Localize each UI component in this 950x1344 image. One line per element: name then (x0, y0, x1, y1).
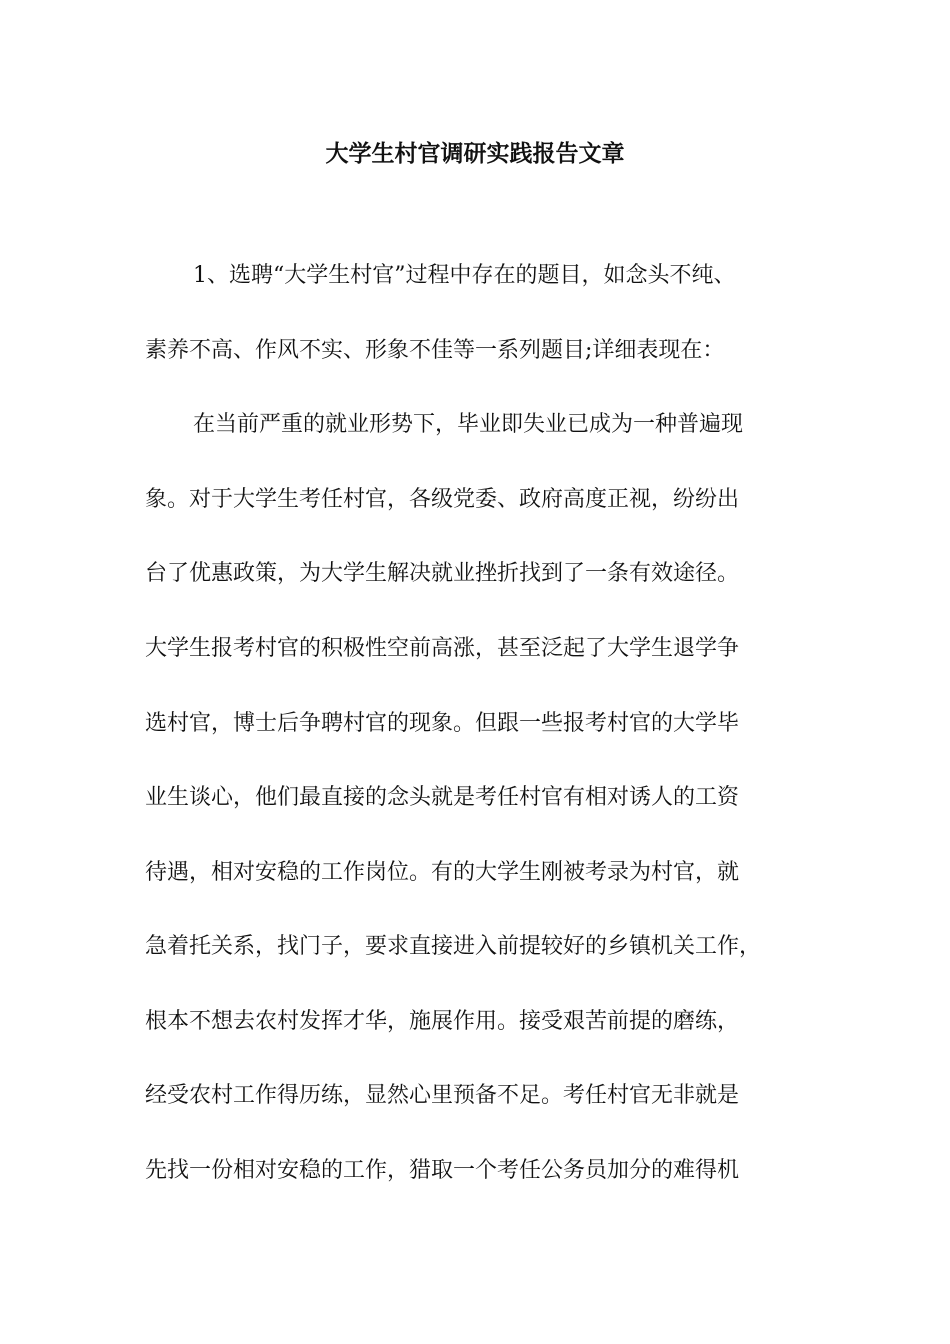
paragraph-line: 经受农村工作得历练，显然心里预备不足。考任村官无非就是 (145, 1083, 740, 1108)
paragraph-line: 素养不高、作风不实、形象不佳等一系列题目;详细表现在： (145, 338, 725, 363)
paragraph-line: 业生谈心，他们最直接的念头就是考任村官有相对诱人的工资 (145, 785, 740, 810)
paragraph-line: 根本不想去农村发挥才华，施展作用。接受艰苦前提的磨练， (145, 1009, 740, 1034)
paragraph-line: 待遇，相对安稳的工作岗位。有的大学生刚被考录为村官，就 (145, 860, 740, 885)
paragraph-line: 大学生报考村官的积极性空前高涨，甚至泛起了大学生退学争 (145, 636, 740, 661)
paragraph-line: 先找一份相对安稳的工作，猎取一个考任公务员加分的难得机 (145, 1158, 740, 1183)
paragraph-line: 选村官，博士后争聘村官的现象。但跟一些报考村官的大学毕 (145, 711, 740, 736)
paragraph-line: 急着托关系，找门子，要求直接进入前提较好的乡镇机关工作， (145, 934, 762, 959)
paragraph-line: 象。对于大学生考任村官，各级党委、政府高度正视，纷纷出 (145, 487, 740, 512)
paragraph-line: 1、选聘“大学生村官”过程中存在的题目，如念头不纯、 (193, 263, 736, 288)
paragraph-line: 台了优惠政策，为大学生解决就业挫折找到了一条有效途径。 (145, 561, 740, 586)
document-title: 大学生村官调研实践报告文章 (325, 140, 625, 167)
paragraph-line: 在当前严重的就业形势下，毕业即失业已成为一种普遍现 (193, 412, 744, 437)
